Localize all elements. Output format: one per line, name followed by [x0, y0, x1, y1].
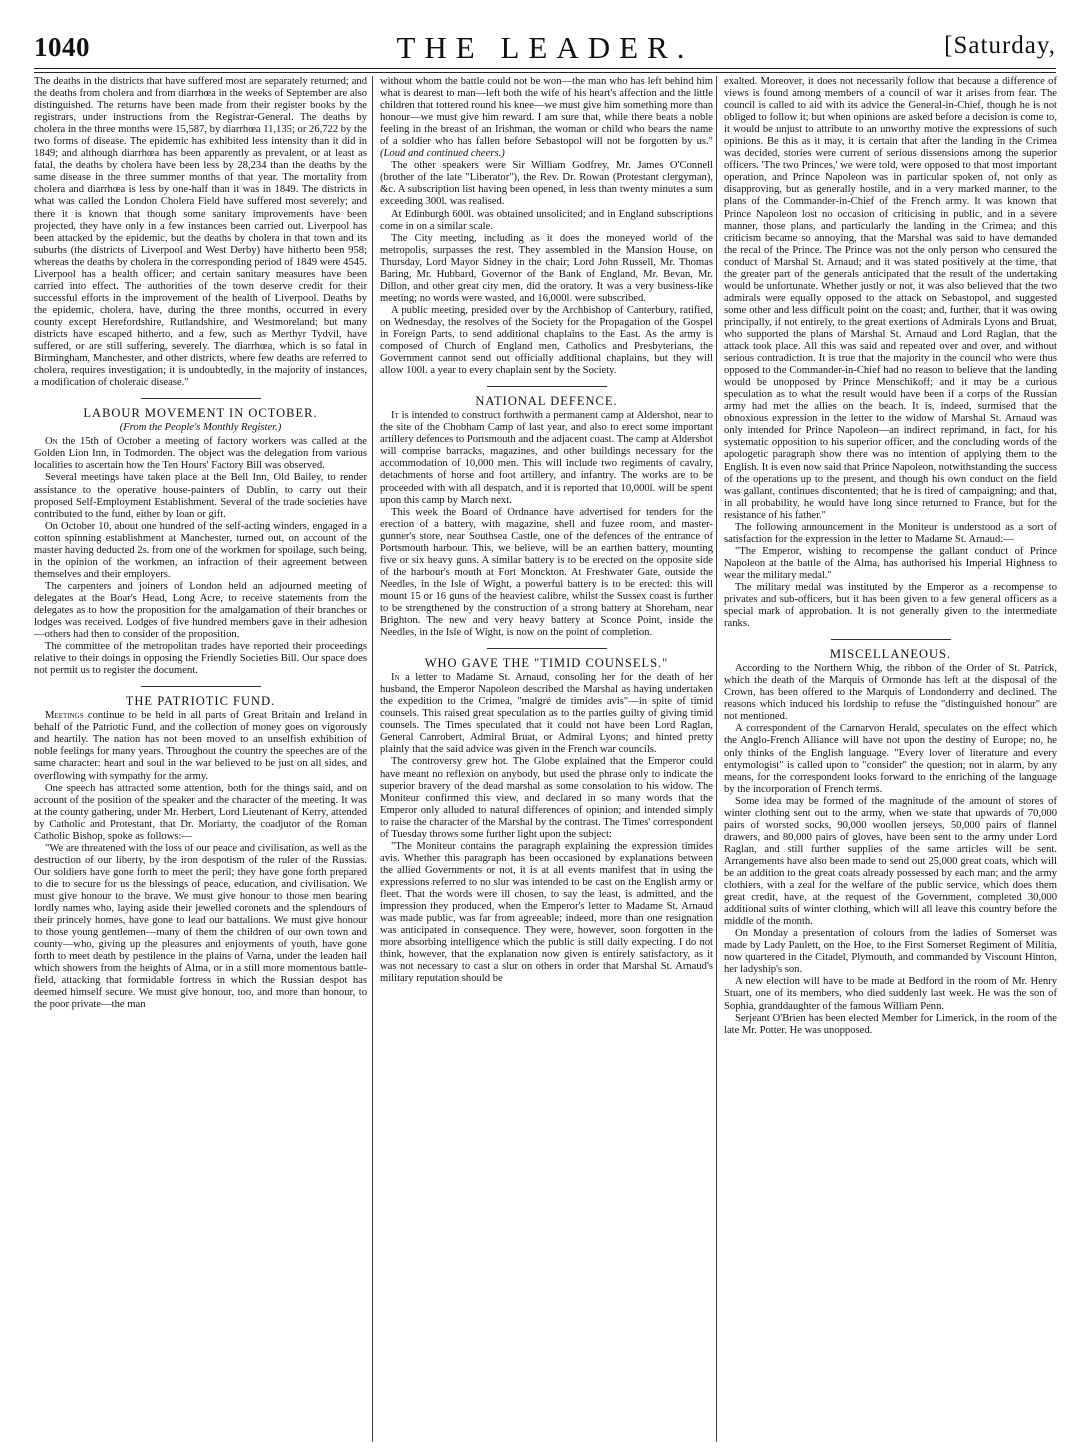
lead-word: Meetings [45, 710, 84, 722]
page-number: 1040 [34, 32, 90, 62]
article-paragraph: The committee of the metropolitan trades have reported their proceedings relative to their doings in opposing the Friendly Societies Bill. Our space does not permit us to register the document. [34, 641, 367, 677]
column-divider [716, 76, 717, 1442]
lead-word: It [391, 410, 399, 422]
article-paragraph: Several meetings have taken place at the Bell Inn, Old Bailey, to render assistance to the operative house-painters of Dublin, to carry out their proposed Self-Employment Establishment. Several of the trade societies have contributed to the fund, either by loan or gift. [34, 472, 367, 520]
column-2 [380, 76, 713, 1444]
article-paragraph: a letter to Madame St. Arnaud, consoling her for the death of her husband, the Emperor Napoleon described the Marshal as having undertaken the expedition to the Crimea, "malgré de timides avis"—in spite of timid counsels. This raised great speculation as to the parties guilty of giving timid counsels. The Times speculated that it could not have been Lord Raglan, General Canrobert, Admiral Bruat, or Admiral Lyons; and hinted pretty plainly that the said advice was given in the French war councils. [380, 672, 713, 756]
column-1 [34, 76, 367, 1444]
article-paragraph: On Monday a presentation of colours from the ladies of Somerset was made by Lady Paulett, on the Hoe, to the First Somerset Regiment of Militia, now quartered in the Citadel, Plymouth, and commanded by Viscount Hinton, her ladyship's son. [724, 928, 1057, 976]
quoted-announcement: "The Emperor, wishing to recompense the gallant conduct of Prince Napoleon at the battle of the Alma, has authorised his Imperial Highness to wear the military medal." [724, 545, 1057, 581]
article-paragraph: The carpenters and joiners of London held an adjourned meeting of delegates at the Boar's Head, Long Acre, to receive statements from the delegates as to how the proposition for the amalgamation of their branches or lodges was received. Lodges of five hundred members gave in their adhesion—others had then to consider of the proposition. [34, 580, 367, 641]
article-paragraph: One speech has attracted some attention, both for the things said, and on account of the position of the speaker and the character of the meeting. It was at the county gathering, under Mr. Herbert, Lord Lieutenant of Kerry, attended by Catholic and Protestant, that Dr. Moriarty, the coadjutor of the Roman Catholic Bishop, spoke as follows:— [34, 782, 367, 842]
article-paragraph: The military medal was instituted by the Emperor as a recompense to privates and sub-officers, but it has been given to a few general officers as a special mark of approbation. It is not generally given to the intermediate ranks. [724, 581, 1057, 630]
article-paragraph: Serjeant O'Brien has been elected Member for Limerick, in the room of the late Mr. Potter. He was unopposed. [724, 1012, 1057, 1036]
section-source: (From the People's Monthly Register.) [119, 422, 282, 434]
section-divider [141, 686, 261, 687]
section-heading-national-defence: NATIONAL DEFENCE. [475, 394, 618, 409]
article-paragraph: A correspondent of the Carnarvon Herald, speculates on the effect which the Anglo-French Alliance will have not upon the destiny of Europe; no, he only thinks of the English language. "Every lover of literature and every entymologist" is called upon to "consider" the question; not in alarm, by any means, for the correspondent looks forward to the enriching of the language by the incorporation of French terms. [724, 723, 1057, 795]
article-paragraph: is intended to construct forthwith a permanent camp at Aldershot, near to the site of the Chobham Camp of last year, and also to erect some important artillery defences to Portsmouth and the adjacent coast. The camp at Aldershot will comprise barracks, magazines, and other buildings necessary for the accommodation of 10,000 men. This will include two regiments of cavalry, detachments of horse and foot artillery, and infantry. The works are to be proceeded with with all despatch, and it is reported that 10,000l. will be spent upon this camp by March next. [380, 410, 713, 506]
column-divider [372, 76, 373, 1442]
article-paragraph: According to the Northern Whig, the ribbon of the Order of St. Patrick, which the death of the Marquis of Ormonde has left at the disposal of the Crown, has been offered to the Marquis of Londonderry and declined. The reasons which induced his lordship to refuse the "distinguished honour" are not mentioned. [724, 663, 1057, 723]
quoted-speech: without whom the battle could not be won—the man who has left behind him what is dearest to man—left both the wife of his heart's affection and the little children that tottered round his knee—we must give him something more than honour—we must give him reward. I am sure that, while there beats a noble feeling in the breast of an Irishman, the woman or child who bears the name of a soldier who has fallen before Sebastopol will not be forgotten by us." [380, 76, 713, 148]
section-divider [141, 398, 261, 399]
article-paragraph: The following announcement in the Moniteur is understood as a sort of satisfaction for the expression in the letter to Madame St. Arnaud:— [724, 521, 1057, 545]
issue-day: [Saturday, [944, 32, 1056, 59]
article-paragraph: A new election will have to be made at Bedford in the room of Mr. Henry Stuart, one of its members, who died suddenly last week. He was the son of Sophia, granddaughter of the famous William Penn. [724, 976, 1057, 1012]
article-paragraph: The City meeting, including as it does the moneyed world of the metropolis, surpasses the rest. They assembled in the Mansion House, on Thursday, Lord Mayor Sidney in the chair; Lord John Russell, Mr. Thomas Baring, Mr. Hubbard, Governor of the Bank of England, Mr. Bevan, Mr. Dillon, and other great city men, did the oratory. It was a very business-like meeting; no words were wasted, and 16,000l. were subscribed. [380, 232, 713, 304]
article-paragraph: A public meeting, presided over by the Archbishop of Canterbury, ratified, on Wednesday, the resolves of the Society for the Propagation of the Gospel in Foreign Parts, to send additional chaplains to the East. As the army is composed of Church of England men, Catholics and Presbyterians, the Government cannot send out officially additional chaplains, but they will allow 100l. a year to every chaplain sent by the Society. [380, 304, 713, 377]
stage-direction: (Loud and continued cheers.) [380, 148, 505, 160]
article-paragraph: The controversy grew hot. The Globe explained that the Emperor could have meant no reflexion on anybody, but used the phrase only to indicate the superior bravery of the dead marshal as some consolation to his widow. The Moniteur confirmed this view, and declared in so many words that the Emperor only alluded to natural differences of opinion; and intended simply to raise the character of the Marshal by the contrast. The Times' correspondent of Tuesday throws some further light upon the subject: [380, 756, 713, 840]
section-divider [487, 386, 607, 387]
quoted-correspondence: exalted. Moreover, it does not necessarily follow that because a difference of views is found among members of a council of war it arises from fear. The council is called to aid with its advice the General-in-Chief, though he is not obliged to follow it; but when opinions are asked before a decision is come to, it would be unjust to attribute to an unworthy motive the expressions of such opinions. Be this as it may, it is certain that after the landing in the Crimea was decided, stories were current of serious dissensions among the superior officers. 'The two Princes,' we were told, were opposed to that most important operation, and Prince Napoleon was in particular spoken of, not only as disapproving, but as generally hostile, and in a very marked manner, to the plans of the Commander-in-Chief of the French army. It was known that Prince Napoleon lost no occasion of criticising in public, and in a severe manner, those plans, and particularly the landing in the Crimea; and this criticism became so annoying, that the Marshal was said to have demanded the recal of the Prince. The Prince was not the only person who censured the conduct of Marshal St. Arnaud; and it was stated positively at the time, that the greater part of the generals anticipated that the result of the undertaking would be unfortunate. Whether justly or not, it was also believed that the two admirals were equally opposed to the attack on Sebastopol, and suggested some other and less difficult point on the coast; and, further, that it was owing principally, if not entirely, to the great exertions of Admirals Lyons and Bruat, who supported the plans of Marshal St. Arnaud and Lord Raglan, that the attack took place. All this was said and repeated over and over, and without serious contradiction. It is true that the majority in the council who were thus opposed to the Commander-in-Chief had no reason to believe that the landing would be unopposed by Prince Menschikoff; and it may be a curious speculation as to what the result would have been if a corps of the Russian army had met the allies on the beach. It is, indeed, surmised that the obnoxious expression in the letter to the widow of Marshal St. Arnaud was only intended for Prince Napoleon—an indirect reprimand, in fact, for his systematic opposition to his superior officer, and the concluding words of the apologetic paragraph show there was no intention of applying them to the English. It is even now said that Prince Napoleon, notwithstanding the success of the operations up to the present, and though his own conduct on the field was gallant, continues discontented; that he is tired of campaigning; and that, in all probability, he would have long since returned to France, but for the resistance of his father." [724, 76, 1057, 521]
page-header [34, 30, 1056, 70]
column-3 [724, 76, 1057, 1444]
section-heading-miscellaneous: MISCELLANEOUS. [829, 647, 952, 662]
section-divider [831, 639, 951, 640]
article-paragraph: The deaths in the districts that have suffered most are separately returned; and the deaths from cholera and from diarrhœa in the weeks of September are also distinguished. The returns have been made from their register books by the registrars, under instructions from the Registrar-General. The deaths by cholera in the three months were 15,587, by diarrhœa 11,135; or 26,722 by the two forms of disease. The epidemic has exhibited less intensity than it did in 1849; and although diarrhœa has been apparently as prevalent, or at least as fatal, the deaths by cholera have been less by 28,234 than the deaths by the same disease in the three summer months of that year. The mortality from cholera and diarrhœa is less by one-half than it was in 1849. The districts in what was called the London Cholera Field have suffered most severely; and there it is known that though some sanitary improvements have been projected, they have only in a few instances been carried out. Liverpool has been attacked by the epidemic, but the deaths by cholera in that town and its suburbs (the districts of Liverpool and West Derby) have hitherto been 958; whereas the deaths by cholera in the corresponding period of 1849 were 4545. Liverpool has a health officer; and certain sanitary measures have been carried into effect. The authorities of the town deserve credit for their successful efforts in the improvement of the health of Liverpool. Deaths by the epidemic, cholera, have, during the three months, occurred in every county except Herefordshire, Rutlandshire, and Westmoreland; but many districts have escaped hitherto, and a few, such as Merthyr Tydvil, have suffered, or are still suffering, severely. The diarrhœa, which is so fatal in Birmingham, Manchester, and other districts, where few deaths are referred to cholera, requires investigation; it is undoubtedly, in the majority of instances, a modification of choleraic disease." [34, 76, 367, 389]
article-paragraph: The other speakers were Sir William Godfrey, Mr. James O'Connell (brother of the late "Liberator"), the Rev. Dr. Rowan (Protestant clergyman), &c. A subscription list having been opened, in less than twenty minutes a sum exceeding 300l. was realised. [380, 160, 713, 208]
article-paragraph: Some idea may be formed of the magnitude of the amount of stores of winter clothing sent out to the army, when we state that upwards of 70,000 pairs of worsted socks, 90,000 woollen jerseys, 50,000 pairs of flannel drawers, and 80,000 pairs of gloves, have been sent to the army under Lord Raglan, and still further supplies of the same articles will be sent. Arrangements have also been made to send out 25,000 great coats, which will be an addition to the great coats already possessed by each man; and the army clothiers, with a zeal for the welfare of the public service, which does them great credit, have, at the request of the Government, completed 30,000 additional suits of winter clothing, which will all leave this country before the middle of the month. [724, 795, 1057, 928]
article-paragraph: This week the Board of Ordnance have advertised for tenders for the erection of a battery, with magazine, shell and fuzee room, and master-gunner's store, near Southsea Castle, one of the defences of the entrance of Portsmouth harbour. This, we believe, will be an earthen battery, mounting five or six heavy guns. A similar battery is to be erected on the opposite side of the harbour's mouth at Fort Monckton. At Freshwater Gate, outside the Needles, in the Isle of Wight, a powerful battery is to be erected: this will mount 15 or 16 guns of the heaviest calibre, whilst the Sussex coast is further to be strengthened by the construction of a strong battery at Shoreham, near Brighton. The new and very heavy battery at Sconce Point, inside the Needles, in the Isle of Wight, is now on the point of completion. [380, 506, 713, 639]
article-paragraph: At Edinburgh 600l. was obtained unsolicited; and in England subscriptions come in on a similar scale. [380, 208, 713, 232]
section-heading-timid-counsels: WHO GAVE THE "TIMID COUNSELS." [424, 656, 669, 671]
masthead-title: THE LEADER. [396, 30, 694, 65]
quoted-speech: "We are threatened with the loss of our peace and civilisation, as well as the destruction of our liberty, by the iron despotism of the ruler of the Russias. Our soldiers have gone forth to meet the peril; they have gone forth prepared to die to secure for us the blessings of peace, education, and civilisation. We must give honour to the brave. We must give honour to those men bearing lordly names who, laying aside their jewelled coronets and the splendours of their princely homes, have gone to lead our battalions. We must give honour to those young gentlemen—many of them the children of our own town and county—who, giving up the pleasures and enjoyments of youth, have gone forth to meet death by pestilence in the plains of Varna, under the leaden hail which showers from the heights of Alma, or in a still more momentous battle-field, attacking that formidable fortress in which the Russian despot has deemed himself secure. We must give honour, too, and more than honour, to the poor private—the man [34, 842, 367, 1011]
section-heading-labour-movement: LABOUR MOVEMENT IN OCTOBER. [83, 406, 318, 421]
lead-word: On [45, 436, 58, 448]
article-paragraph: On October 10, about one hundred of the self-acting winders, engaged in a cotton spinning establishment at Manchester, turned out, on account of the master having deducted 2s. from one of the workmen for spoilage, such being, in the opinion of the workmen, an infraction of their agreement between themselves and their employers. [34, 520, 367, 580]
lead-word: In [391, 672, 400, 684]
section-divider [487, 648, 607, 649]
header-rule-thin [34, 72, 1056, 73]
article-paragraph: the 15th of October a meeting of factory workers was called at the Golden Lion Inn, in Todmorden. The object was the delegation from various localities to ascertain how the Ten Hours' Factory Bill was observed. [34, 436, 367, 472]
quoted-correspondence: "The Moniteur contains the paragraph explaining the expression timides avis. Whether this paragraph has been occasioned by explanations between the allied Governments or not, it is at all events manifest that in using the expressions referred to no slur was intended to be cast on the English army or fleet. That the words were ill chosen, to say the least, is admitted, and the impression they produced, when the Emperor's letter to Madame St. Arnaud was made public, was far from agreeable; indeed, more than one resignation was anticipated in consequence. They were, however, soon forgotten in the more absorbing intelligence which the public is still daily expecting. I do not think, however, that the explanation now given is entirely satisfactory, as it was not necessary to cast a slur on others in order that Marshal St. Arnaud's military reputation should be [380, 840, 713, 985]
header-rule [34, 68, 1056, 69]
section-heading-patriotic-fund: THE PATRIOTIC FUND. [125, 694, 276, 709]
article-paragraph: continue to be held in all parts of Great Britain and Ireland in behalf of the Patriotic Fund, and the collection of money goes on vigorously and heartily. The nation has not been moved to an unselfish exhibition of noble feelings for many years. Throughout the country the speeches are of the same character: heart and soul in the war believed to be just on all sides, and overflowing with sympathy for the army. [34, 710, 367, 782]
